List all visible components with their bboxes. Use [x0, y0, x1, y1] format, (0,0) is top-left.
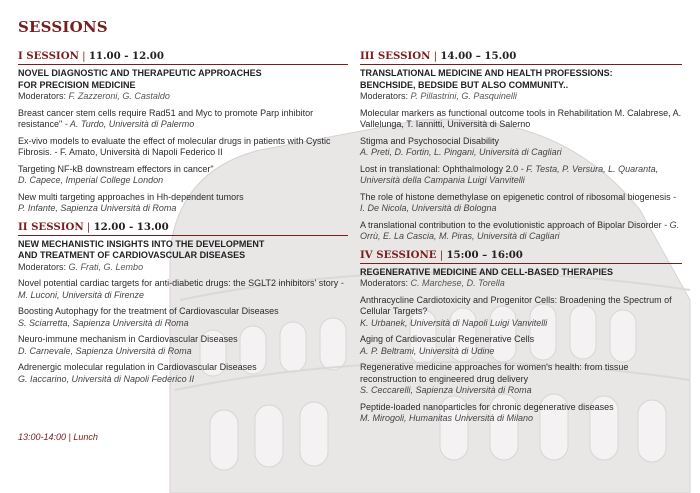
session-name: IV SESSIONE [360, 248, 437, 261]
session-name: II SESSION [18, 220, 84, 233]
session-header: II SESSION | 12.00 - 13.00 [18, 221, 348, 236]
talk-item: New multi targeting approaches in Hh-dependent tumors P. Infante, Sapienza Università di Roma [18, 191, 244, 213]
session-header: I SESSION | 11.00 - 12.00 [18, 50, 348, 65]
lunch-break: 13:00-14:00 | Lunch [18, 432, 98, 442]
talk-item: Anthracycline Cardiotoxicity and Progenitor Cells: Broadening the Spectrum of Cellular Targets? K. Urbanek, Università di Napoli Luigi Vanvitelli [360, 294, 672, 328]
talk-item: Lost in translational: Ophthalmology 2.0 - F. Testa, P. Versura, L. Quaranta, Università della Campania Luigi Vanvitelli [360, 163, 659, 185]
moderators: Moderators: C. Marchese, D. Torella [360, 278, 505, 288]
talk-item: Aging of Cardiovascular Regenerative Cells A. P. Beltrami, Università di Udine [360, 334, 535, 356]
talk-item: The role of histone demethylase on epigenetic control of ribosomal biogenesis - I. De Nicola, Università di Bologna [360, 191, 677, 213]
session-topic: REGENERATIVE MEDICINE AND CELL-BASED THERAPIES [360, 266, 614, 277]
talk-item: Regenerative medicine approaches for women's health: from tissue reconstruction to engineered drug delivery S. Ceccarelli, Sapienza Università di Roma [360, 362, 629, 395]
session-topic: AND TREATMENT OF CARDIOVASCULAR DISEASES [18, 250, 246, 260]
session-header: III SESSION | 14.00 – 15.00 [360, 50, 682, 65]
moderators: Moderators: P. Pillastrini, G. Pasquinelli [360, 91, 517, 101]
session-name: III SESSION [360, 50, 431, 62]
talk-item: A translational contribution to the evolutionistic approach of Bipolar Disorder - G. Orrù, E. La Cascia, M. Piras, Università di Cagliari [360, 219, 680, 241]
session-1 [18, 50, 348, 215]
talk-item: Adrenergic molecular regulation in Cardiovascular Diseases G. Iaccarino, Università di Napoli Federico II [18, 362, 257, 384]
session-header: IV SESSIONE | 15:00 – 16:00 [360, 249, 682, 264]
moderators: Moderators: F. Zazzeroni, G. Castaldo [18, 91, 170, 101]
session-topic: NOVEL DIAGNOSTIC AND THERAPEUTIC APPROACHES [18, 68, 262, 78]
session-time: 14.00 – 15.00 [440, 50, 517, 62]
talk-item: Boosting Autophagy for the treatment of Cardiovascular Diseases S. Sciarretta, Sapienza Università di Roma [18, 306, 279, 328]
session-topic: FOR PRECISION MEDICINE [18, 79, 136, 90]
session-topic: TRANSLATIONAL MEDICINE AND HEALTH PROFESSIONS: [360, 68, 613, 78]
page-title: SESSIONS [18, 18, 108, 36]
talk-item: Stigma and Psychosocial Disability A. Preti, D. Fortin, L. Pingani, Università di Cagliari [360, 135, 562, 157]
session-name: I SESSION [18, 50, 79, 62]
session-3 [360, 50, 682, 243]
talk-item: Novel potential cardiac targets for anti-diabetic drugs: the SGLT2 inhibitors' story - M. Luconi, Università di Firenze [18, 278, 344, 300]
talk-item: Ex-vivo models to evaluate the effect of molecular drugs in patients with Cystic Fibrosis. - F. Amato, Università di Napoli Federico II [18, 135, 331, 157]
session-time: 12.00 - 13.00 [93, 220, 169, 233]
moderators: Moderators: G. Frati, G. Lembo [18, 261, 144, 272]
talk-item: Breast cancer stem cells require Rad51 and Myc to promote Parp inhibitor resistance" - A. Turdo, Università di Palermo [18, 107, 314, 129]
session-2 [18, 221, 348, 386]
session-time: 11.00 - 12.00 [88, 50, 164, 62]
session-4 [360, 249, 682, 425]
left-column [18, 50, 348, 391]
talk-item: Molecular markers as functional outcome tools in Rehabilitation M. Calabrese, A. Vallelunga, T. Iannitti, Università di Salerno [360, 107, 682, 129]
talk-item: Peptide-loaded nanoparticles for chronic degenerative diseases M. Mirogoli, Humanitas Università di Milano [360, 401, 614, 423]
session-time: 15:00 – 16:00 [446, 248, 523, 261]
session-topic: NEW MECHANISTIC INSIGHTS INTO THE DEVELOPMENT [18, 238, 265, 249]
right-column [360, 50, 682, 431]
talk-item: Targeting NF-kB downstream effectors in cancer" D. Capece, Imperial College London [18, 163, 214, 185]
talk-item: Neuro-immune mechanism in Cardiovascular Diseases D. Carnevale, Sapienza Università di Roma [18, 334, 238, 356]
session-topic: BENCHSIDE, BEDSIDE BUT ALSO COMMUNITY.. [360, 79, 569, 90]
